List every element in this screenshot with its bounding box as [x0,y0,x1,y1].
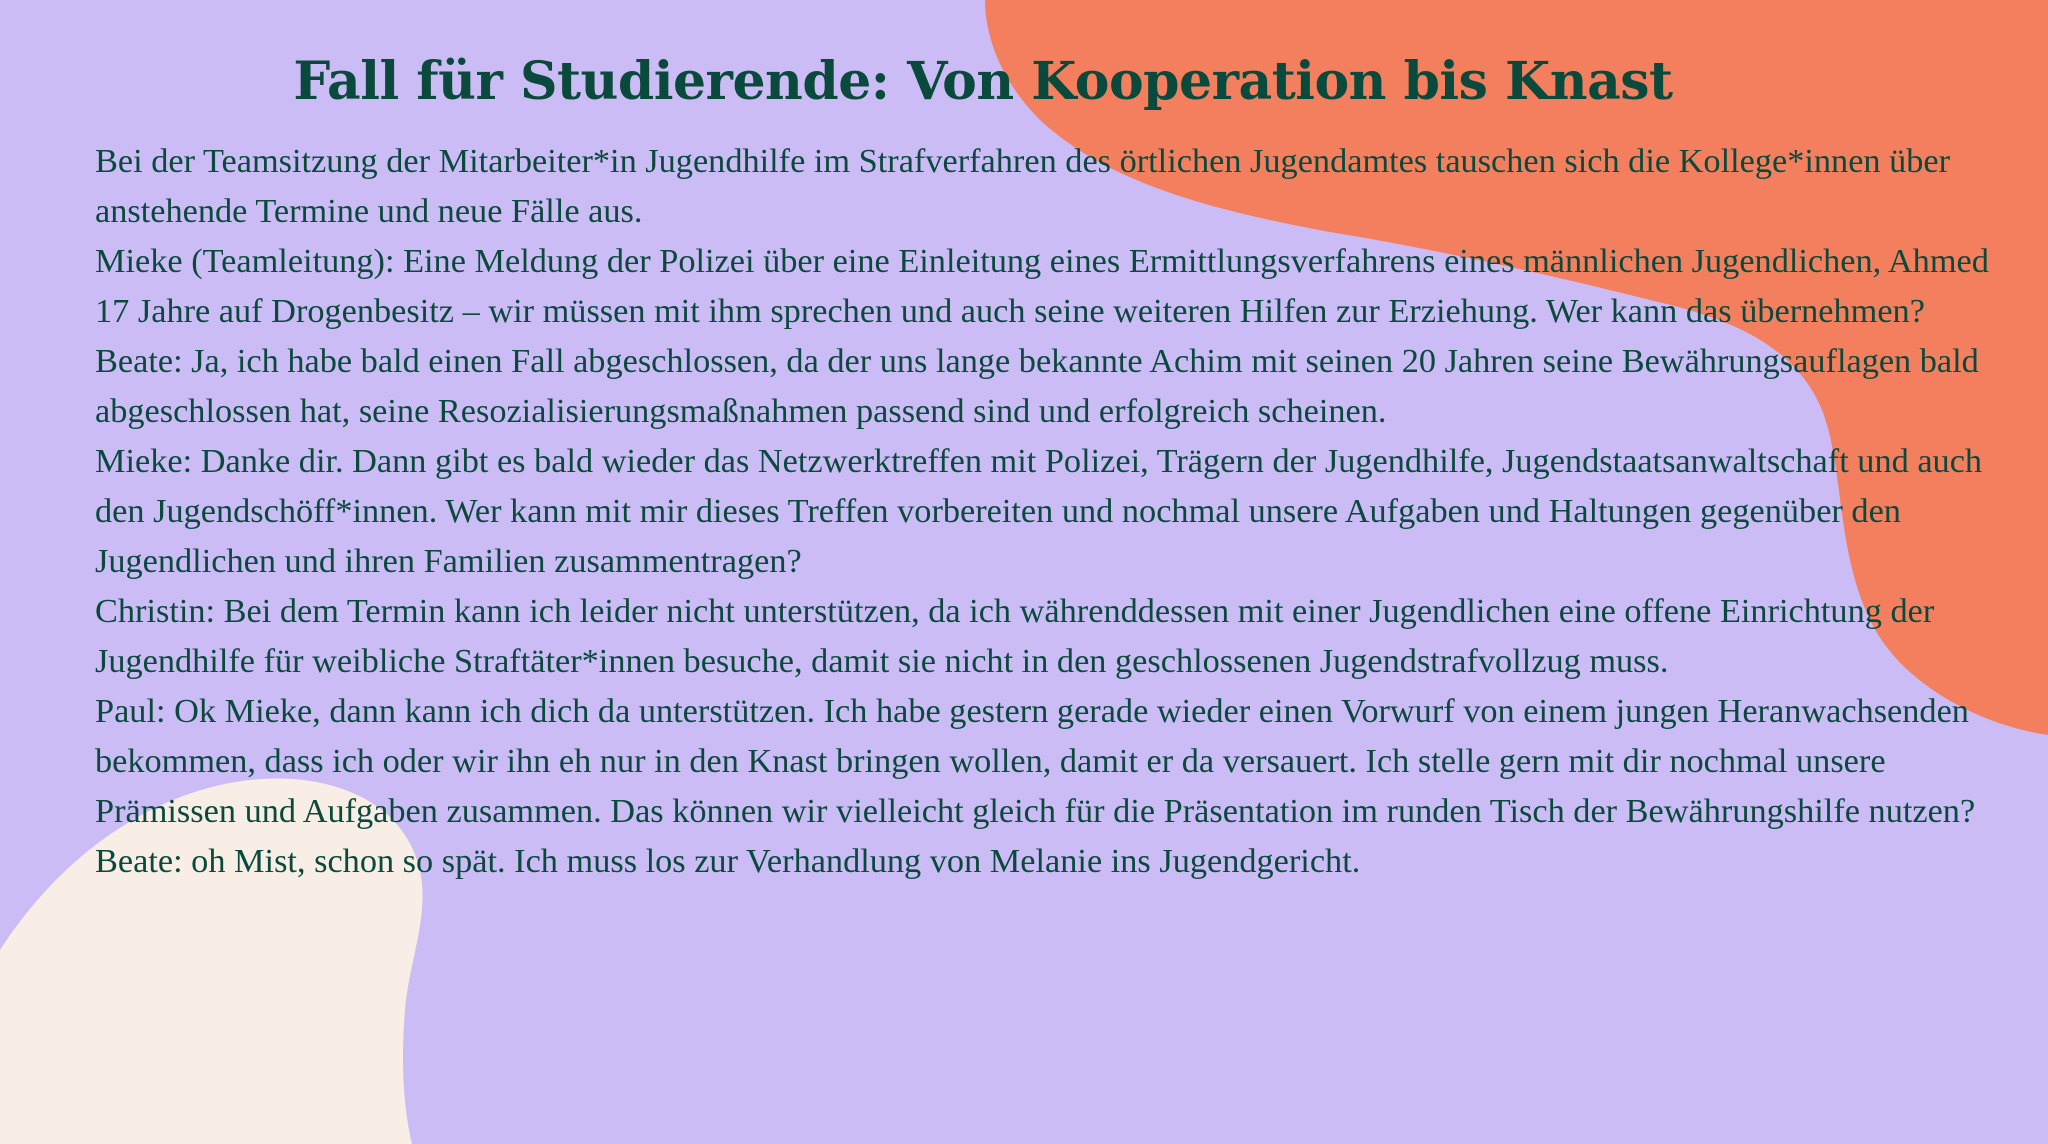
intro-paragraph: Bei der Teamsitzung der Mitarbeiter*in Jugendhilfe im Strafverfahren des örtlichen Jugendamtes tauschen sich die Kollege*innen über anstehende Termine und neue Fälle aus. [95,142,1951,230]
slide-title: Fall für Studierende: Von Kooperation bis Knast [293,51,1673,112]
dialogue-line: Beate: oh Mist, schon so spät. Ich muss los zur Verhandlung von Melanie ins Jugendgericht. [95,842,1361,880]
dialogue-line: Beate: Ja, ich habe bald einen Fall abgeschlossen, da der uns lange bekannte Achim mit seinen 20 Jahren seine Bewährungsauflagen bald abgeschlossen hat, seine Resozialisierungsmaßnahmen passend sind und erfolgreich scheinen. [95,342,1979,430]
case-text [95,136,2010,886]
dialogue-line: Mieke: Danke dir. Dann gibt es bald wieder das Netzwerktreffen mit Polizei, Trägern der Jugendhilfe, Jugendstaatsanwaltschaft und auch den Jugendschöff*innen. Wer kann mit mir dieses Treffen vorbereiten und nochmal unsere Aufgaben und Haltungen gegenüber den Jugendlichen und ihren Familien zusammentragen? [95,442,1983,580]
dialogue-line: Christin: Bei dem Termin kann ich leider nicht unterstützen, da ich währenddessen mit einer Jugendlichen eine offene Einrichtung der Jugendhilfe für weibliche Straftäter*innen besuche, damit sie nicht in den geschlossenen Jugendstrafvollzug muss. [95,592,1935,680]
dialogue-line: Paul: Ok Mieke, dann kann ich dich da unterstützen. Ich habe gestern gerade wieder einen Vorwurf von einem jungen Heranwachsenden bekommen, dass ich oder wir ihn eh nur in den Knast bringen wollen, damit er da versauert. Ich stelle gern mit dir nochmal unsere Prämissen und Aufgaben zusammen. Das können wir vielleicht gleich für die Präsentation im runden Tisch der Bewährungshilfe nutzen? [95,692,1976,830]
dialogue-line: Mieke (Teamleitung): Eine Meldung der Polizei über eine Einleitung eines Ermittlungsverfahrens eines männlichen Jugendlichen, Ahmed 17 Jahre auf Drogenbesitz – wir müssen mit ihm sprechen und auch seine weiteren Hilfen zur Erziehung. Wer kann das übernehmen? [95,242,1989,330]
